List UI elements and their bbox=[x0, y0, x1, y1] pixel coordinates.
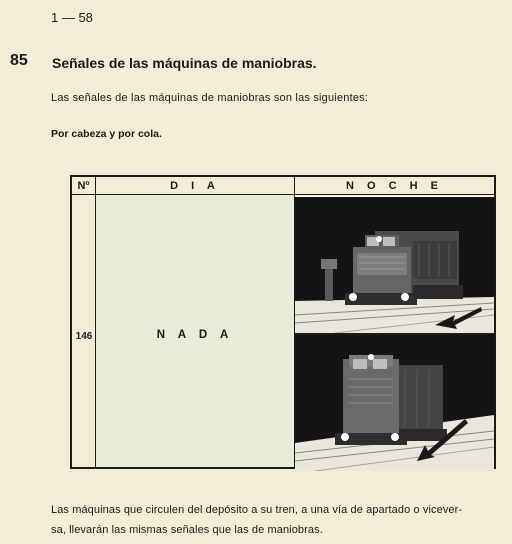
row-number: 146 bbox=[75, 331, 93, 342]
intro-text: Las señales de las máquinas de maniobras son las siguientes: bbox=[51, 92, 369, 104]
night-column bbox=[295, 195, 494, 467]
footer-text bbox=[51, 500, 507, 540]
footer-line-1: Las máquinas que circulen del depósito a su tren, a una vía de apartado o vicever- bbox=[51, 504, 463, 516]
page-number: 1 — 58 bbox=[51, 10, 93, 25]
locomotive-rear-night-image bbox=[295, 335, 494, 471]
footer-line-2: sa, llevarán las mismas señales que las de maniobras. bbox=[51, 524, 323, 536]
header-day: D I A bbox=[96, 177, 295, 195]
section-title: Señales de las máquinas de maniobras. bbox=[52, 55, 317, 71]
locomotive-front-night-image bbox=[295, 197, 494, 333]
signal-table bbox=[70, 175, 496, 469]
subheading: Por cabeza y por cola. bbox=[51, 128, 162, 140]
day-signal: N A D A bbox=[156, 329, 234, 341]
header-number: Nº bbox=[72, 177, 96, 195]
section-number: 85 bbox=[10, 52, 28, 69]
number-column bbox=[72, 195, 96, 467]
day-column bbox=[96, 195, 295, 467]
header-night: N O C H E bbox=[295, 177, 494, 195]
